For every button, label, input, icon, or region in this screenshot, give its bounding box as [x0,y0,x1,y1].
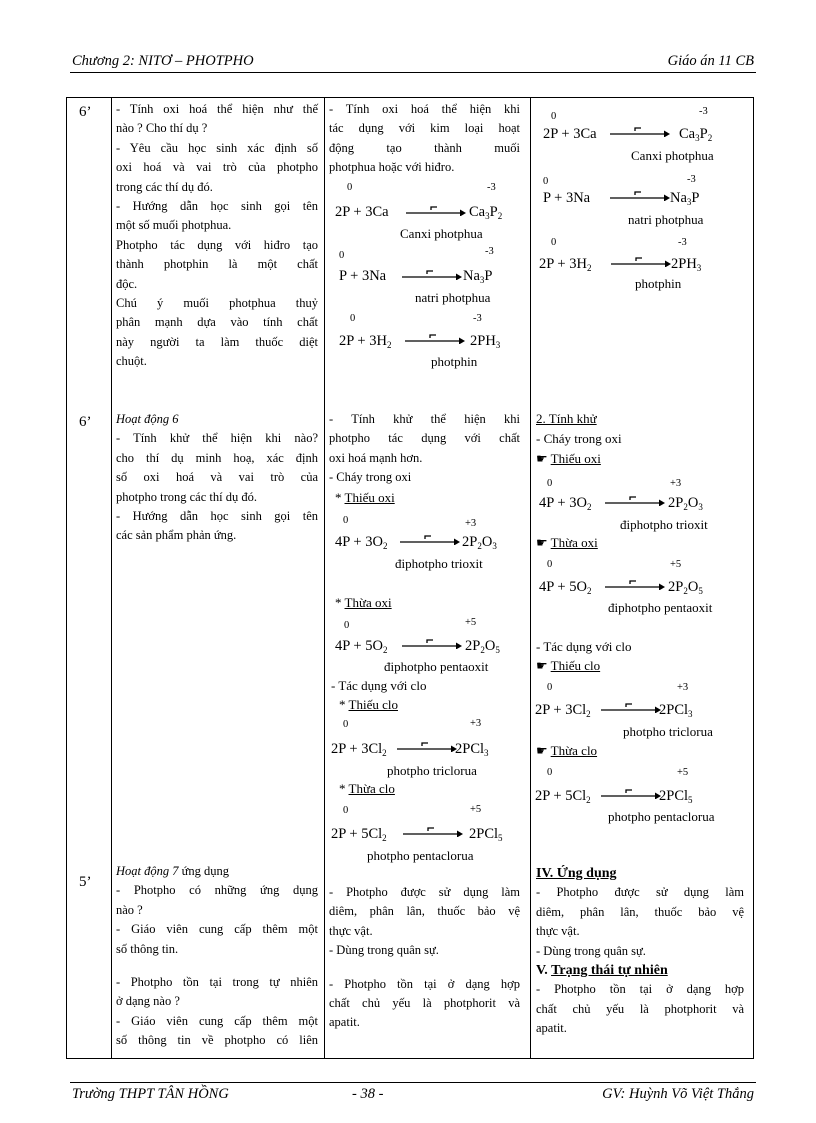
ox-state: 0 [343,515,349,526]
text-line: - Tính khử thể hiện khi [329,412,520,426]
ox-state: +5 [670,559,682,570]
ox-state: 0 [347,182,353,193]
khu-title [536,411,597,427]
text-line: các sản phẩm phản ứng. [116,528,237,543]
ox-state: -3 [687,174,696,185]
reactants: $2P + 5Cl_2$ [535,788,591,805]
text-line: oxi hoá và vai trò của photpho [116,160,318,175]
thua-oxi-label: ☛ Thừa oxi [536,535,598,550]
product-name: photpho triclorua [623,724,713,739]
text-line: diêm, phân lân, thuốc bảo vệ [536,904,744,919]
ox-state: +3 [465,518,477,529]
arrow-icon [402,268,462,280]
text-line: - Hướng dẫn học sinh gọi tên [116,509,318,524]
thieu-oxi-label: ☛ Thiếu oxi [536,451,601,466]
text-line: - Tính oxi hoá thể hiện như thế [116,102,318,116]
text-line: thực vật. [536,924,580,939]
text-line: - Yêu cầu học sinh xác định số [116,140,318,155]
ox-state: -3 [485,246,494,257]
teacher-name: GV: Huỳnh Võ Việt Thắng [602,1086,754,1102]
reactants: $4P + 5O_2$ [539,579,592,596]
ox-state: 0 [339,250,345,261]
lesson-table [66,97,754,1059]
product-name: Canxi photphua [400,226,483,241]
product-name: điphotpho trioxit [620,517,708,532]
arrow-icon [397,740,457,752]
product: 2PCl$_5$ [469,826,503,843]
page-number: - 38 - [352,1086,384,1102]
text-line: apatit. [329,1015,360,1030]
product: $2P_2O_3$ [668,495,703,512]
product-name: điphotpho pentaoxit [384,659,489,674]
chay-oxi: - Cháy trong oxi [536,431,622,446]
product: 2PCl$_5$ [659,788,693,805]
reactants: $4P + 5O_2$ [335,638,388,655]
text-line: - Dùng trong quân sự. [536,943,646,958]
text-line: này người ta làm thuốc diệt [116,334,318,349]
text-line: số thông tin. [116,941,179,956]
reactants: $2P + 3Cl_2$ [535,702,591,719]
thieu-clo-text: Thiếu clo [348,697,398,712]
ox-state: -3 [699,106,708,117]
product-name: photpho pentaclorua [608,809,715,824]
product: $Na_3P$ [670,190,700,207]
text-line: - Tính oxi hoá thể hiện khi [329,102,520,116]
ox-state: 0 [547,767,553,778]
product: $2P_2O_5$ [465,638,500,655]
ox-state: 0 [551,111,557,122]
ox-state: 0 [551,237,557,248]
ung-dung-title: IV. Ứng dụng [536,866,617,881]
text-line: apatit. [536,1021,567,1036]
tac-dung-clo: - Tác dụng với clo [536,639,632,654]
ox-state: -3 [473,313,482,324]
activity-title: Hoạt động 6 [116,412,179,426]
text-line: - Hướng dẫn học sinh gọi tên [116,199,318,214]
text-line: chuột. [116,354,147,369]
thua-oxi-text: Thừa oxi [550,535,598,550]
text-line: - Photpho tồn tại ở dạng hợp [536,982,744,997]
text-line: - Photpho được sử dụng làm [329,885,520,899]
reactants: 2P + 3Ca [543,126,597,142]
text-line: phân mạnh dựa vào tính chất [116,315,318,330]
thua-clo-label: * Thừa clo [339,781,395,796]
text-line: Photpho tác dụng với hiđro tạo [116,237,318,252]
ox-state: 0 [547,682,553,693]
product: $Na_3P$ [463,268,493,285]
product-name: natri photphua [628,212,704,227]
text-line: ở dạng nào ? [116,994,180,1009]
ox-state: +5 [677,767,689,778]
thieu-clo-text: Thiếu clo [550,658,601,673]
product: $Ca_3P_2$ [679,126,713,143]
thua-oxi-text: Thừa oxi [344,595,392,610]
ox-state: +3 [670,478,682,489]
arrow-icon [400,533,460,545]
time-cell: 6’ [79,414,92,430]
student-activity-1 [329,100,520,178]
ox-state: 0 [543,176,549,187]
ox-state: 0 [343,805,349,816]
text-line: diêm, phân lân, thuốc bảo vệ [329,904,520,919]
arrow-icon [601,787,661,799]
product-name: natri photphua [415,290,491,305]
thieu-oxi-text: Thiếu oxi [344,490,395,505]
text-line: Chú ý muối photphua thuỷ [116,296,318,311]
ox-state: 0 [350,313,356,324]
student-activity-6 [329,410,520,488]
product-name: Canxi photphua [631,148,714,163]
ox-state: -3 [487,182,496,193]
text-line: oxi hoá mạnh hơn. [329,450,423,465]
lesson-plan-label: Giáo án 11 CB [667,53,754,69]
text-line: photpho trong các thí dụ đó. [116,489,257,504]
ox-state: 0 [547,559,553,570]
tu-nhien-title: V. Trạng thái tự nhiên [536,963,668,979]
col-divider [324,98,325,1058]
text-line: tác dụng với kim loại hoạt [329,121,520,136]
product: 2PCl$_3$ [659,702,693,719]
text-line: - Photpho tồn tại trong tự nhiên [116,975,318,990]
reactants: $4P + 3O_2$ [539,495,592,512]
product-name: điphotpho pentaoxit [608,600,713,615]
thua-oxi-label: * Thừa oxi [335,595,392,610]
product: $2PH_3$ [470,333,501,350]
text-line: chất chủ yếu là photphorit và [536,1001,744,1016]
text-line: động tạo thành muối [329,140,520,155]
product-name: photphin [635,276,682,291]
text-line: - Photpho có những ứng dụng [116,883,318,898]
text-line: số thông tin về photpho có liên [116,1033,318,1048]
text-line: photpho tác dụng với chất [329,431,520,446]
ox-state: 0 [344,620,350,631]
tac-dung-clo: - Tác dụng với clo [331,678,427,693]
text-line: số oxi hoá và vai trò của [116,470,318,485]
thieu-oxi-text: Thiếu oxi [550,451,601,466]
reactants: $2P + 5Cl_2$ [331,826,387,843]
reactants: $2P + 3Cl_2$ [331,741,387,758]
ox-state: 0 [547,478,553,489]
arrow-icon [406,204,466,216]
activity-title-rest: ứng dụng [178,864,230,878]
teacher-activity-7 [116,862,318,1051]
arrow-icon [601,701,661,713]
reactants: $2P + 3H_2$ [339,333,392,350]
arrow-icon [610,125,670,137]
text-line: photphua hoặc với hiđro. [329,160,455,175]
product: $Ca_3P_2$ [469,204,503,221]
thua-clo-text: Thừa clo [348,781,395,796]
text-line: - Photpho được sử dụng làm [536,885,744,900]
ox-state: -3 [678,237,687,248]
product-name: photpho pentaclorua [367,848,474,863]
arrow-icon [605,494,665,506]
student-activity-7 [329,883,520,1033]
text-line: - Cháy trong oxi [329,470,412,485]
text-line: - Tính khử thể hiện khi nào? [116,431,318,446]
text-line: một số muối photphua. [116,218,232,233]
product: $2PH_3$ [671,256,702,273]
reactants: $2P + 3H_2$ [539,256,592,273]
col-divider [111,98,112,1058]
text-line: độc. [116,276,138,291]
text-line: cho thí dụ minh hoạ, xác định [116,450,318,465]
reactants: 2P + 3Ca [335,204,389,220]
text-line: thành photphin là một chất [116,257,318,272]
text-line: - Giáo viên cung cấp thêm một [116,1013,318,1028]
reactants: P + 3Na [339,268,387,284]
thieu-oxi-label: * Thiếu oxi [335,490,395,505]
col-divider [530,98,531,1058]
text-line: - Giáo viên cung cấp thêm một [116,922,318,937]
product: $2P_2O_5$ [668,579,703,596]
product: $2P_2O_3$ [462,534,497,551]
arrow-icon [402,637,462,649]
ox-state: +5 [465,617,477,628]
arrow-icon [403,825,463,837]
text-line: nào ? Cho thí dụ ? [116,121,208,136]
text-line: - Dùng trong quân sự. [329,943,439,958]
time-cell: 6’ [79,104,92,120]
arrow-icon [610,189,670,201]
activity-title: Hoạt động 7 [116,864,179,878]
ox-state: +5 [470,804,482,815]
khu-title-text: 2. Tính khử [536,411,597,426]
teacher-activity-6 [116,410,318,546]
thua-clo-text: Thừa clo [550,743,598,758]
product: 2PCl$_3$ [455,741,489,758]
thieu-clo-label: * Thiếu clo [339,697,398,712]
thua-clo-label: ☛ Thừa clo [536,743,598,758]
text-line: - Photpho tồn tại ở dạng hợp [329,976,520,991]
page-footer [70,1082,756,1107]
text-line: nào ? [116,902,143,917]
text-line: thực vật. [329,923,373,938]
text-line: chất chủ yếu là photphorit và [329,996,520,1011]
arrow-icon [605,578,665,590]
thieu-clo-label: ☛ Thiếu clo [536,658,601,673]
time-cell: 5’ [79,874,92,890]
reactants: $4P + 3O_2$ [335,534,388,551]
ox-state: +3 [470,718,482,729]
product-name: điphotpho trioxit [395,556,483,571]
product-name: photphin [431,354,478,369]
teacher-activity-1 [116,100,318,372]
arrow-icon [611,255,671,267]
school-name: Trường THPT TÂN HỒNG [72,1086,229,1102]
arrow-icon [405,332,465,344]
reactants: P + 3Na [543,190,591,206]
ox-state: +3 [677,682,689,693]
text-line: trong các thí dụ đó. [116,179,213,194]
page-header [70,52,756,73]
chapter-title: Chương 2: NITƠ – PHOTPHO [72,53,254,69]
product-name: photpho triclorua [387,763,477,778]
content-applications [536,864,744,1039]
ox-state: 0 [343,719,349,730]
